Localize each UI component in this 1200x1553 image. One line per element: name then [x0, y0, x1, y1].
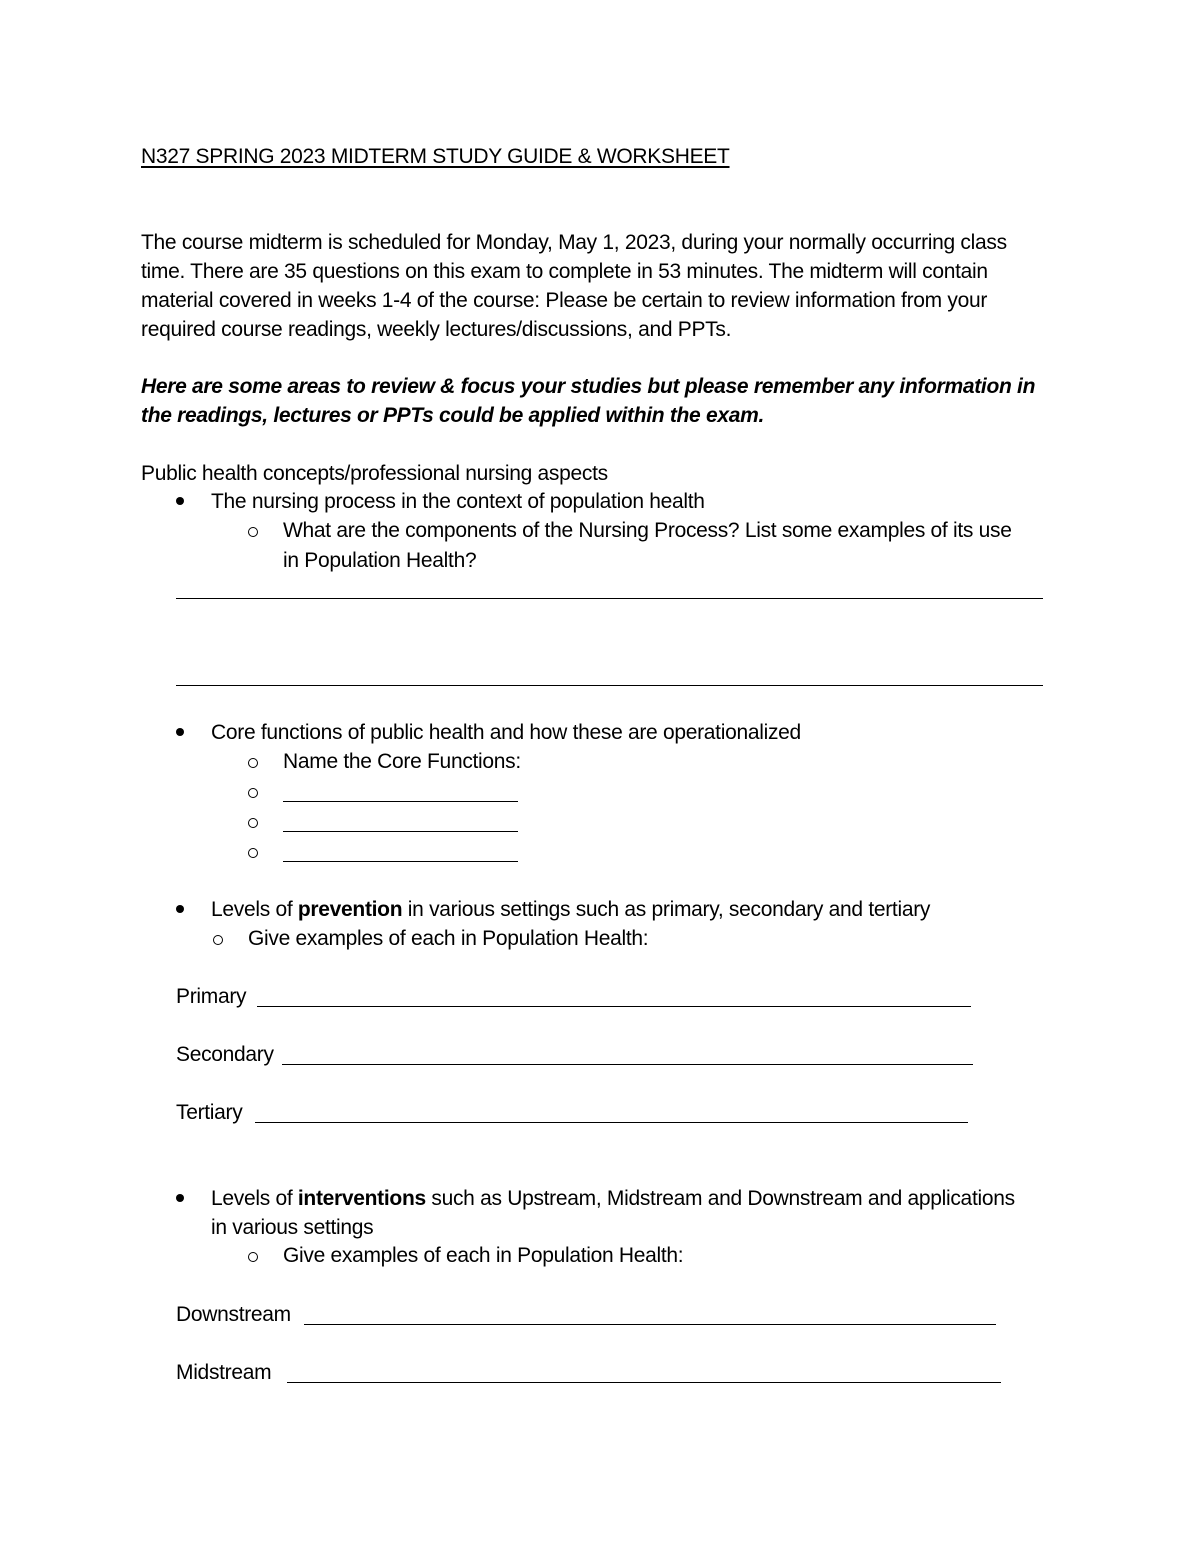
sub-bullet-circle-icon [248, 1252, 258, 1262]
downstream-answer-line[interactable] [304, 1324, 996, 1325]
answer-line[interactable] [176, 598, 1043, 599]
midstream-answer-line[interactable] [287, 1382, 1001, 1383]
tertiary-label: Tertiary [176, 1101, 243, 1124]
emphasis-line-2: the readings, lectures or PPTs could be applied within the exam. [141, 404, 765, 427]
downstream-label: Downstream [176, 1303, 291, 1326]
bullet-interventions-post: such as Upstream, Midstream and Downstream and applications [425, 1187, 1015, 1210]
sub-nursing-process-line-1: What are the components of the Nursing Process? List some examples of its use [283, 519, 1012, 542]
sub-prevention: Give examples of each in Population Health: [248, 927, 649, 950]
bullet-prevention [211, 895, 930, 924]
core-function-answer-line[interactable] [283, 861, 518, 862]
sub-bullet-circle-icon [213, 935, 223, 945]
sub-bullet-circle-icon [248, 818, 258, 828]
sub-nursing-process-line-2: in Population Health? [283, 549, 477, 572]
page-title: N327 SPRING 2023 MIDTERM STUDY GUIDE & WORKSHEET [141, 145, 730, 168]
bullet-core-functions: Core functions of public health and how these are operationalized [211, 721, 801, 744]
core-function-answer-line[interactable] [283, 831, 518, 832]
bullet-interventions-pre: Levels of [211, 1187, 298, 1210]
intro-line-2: time. There are 35 questions on this exam to complete in 53 minutes. The midterm will contain [141, 260, 988, 283]
primary-label: Primary [176, 985, 247, 1008]
midstream-label: Midstream [176, 1361, 272, 1384]
sub-bullet-circle-icon [248, 788, 258, 798]
sub-interventions: Give examples of each in Population Health: [283, 1244, 684, 1267]
intro-line-4: required course readings, weekly lectures/discussions, and PPTs. [141, 318, 732, 341]
intro-line-3: material covered in weeks 1-4 of the course: Please be certain to review information from your [141, 289, 988, 312]
bullet-nursing-process: The nursing process in the context of population health [211, 490, 705, 513]
intro-line-1: The course midterm is scheduled for Monday, May 1, 2023, during your normally occurring class [141, 231, 1007, 254]
tertiary-answer-line[interactable] [255, 1122, 968, 1123]
core-function-answer-line[interactable] [283, 801, 518, 802]
bullet-interventions [211, 1184, 1015, 1213]
bullet-dot-icon [176, 905, 184, 913]
bullet-dot-icon [176, 1194, 184, 1202]
sub-core-functions: Name the Core Functions: [283, 750, 521, 773]
bullet-dot-icon [176, 497, 184, 505]
bullet-interventions-bold: interventions [297, 1187, 426, 1210]
sub-bullet-circle-icon [248, 758, 258, 768]
bullet-prevention-pre: Levels of [211, 898, 298, 921]
bullet-interventions-line-2: in various settings [211, 1216, 374, 1239]
sub-bullet-circle-icon [248, 527, 258, 537]
bullet-prevention-post: in various settings such as primary, secondary and tertiary [402, 898, 931, 921]
section-heading: Public health concepts/professional nursing aspects [141, 462, 608, 485]
secondary-label: Secondary [176, 1043, 274, 1066]
answer-line[interactable] [176, 685, 1043, 686]
secondary-answer-line[interactable] [282, 1064, 973, 1065]
bullet-dot-icon [176, 728, 184, 736]
primary-answer-line[interactable] [257, 1006, 971, 1007]
bullet-prevention-bold: prevention [297, 898, 403, 921]
sub-bullet-circle-icon [248, 848, 258, 858]
emphasis-line-1: Here are some areas to review & focus your studies but please remember any information in [141, 375, 1036, 398]
